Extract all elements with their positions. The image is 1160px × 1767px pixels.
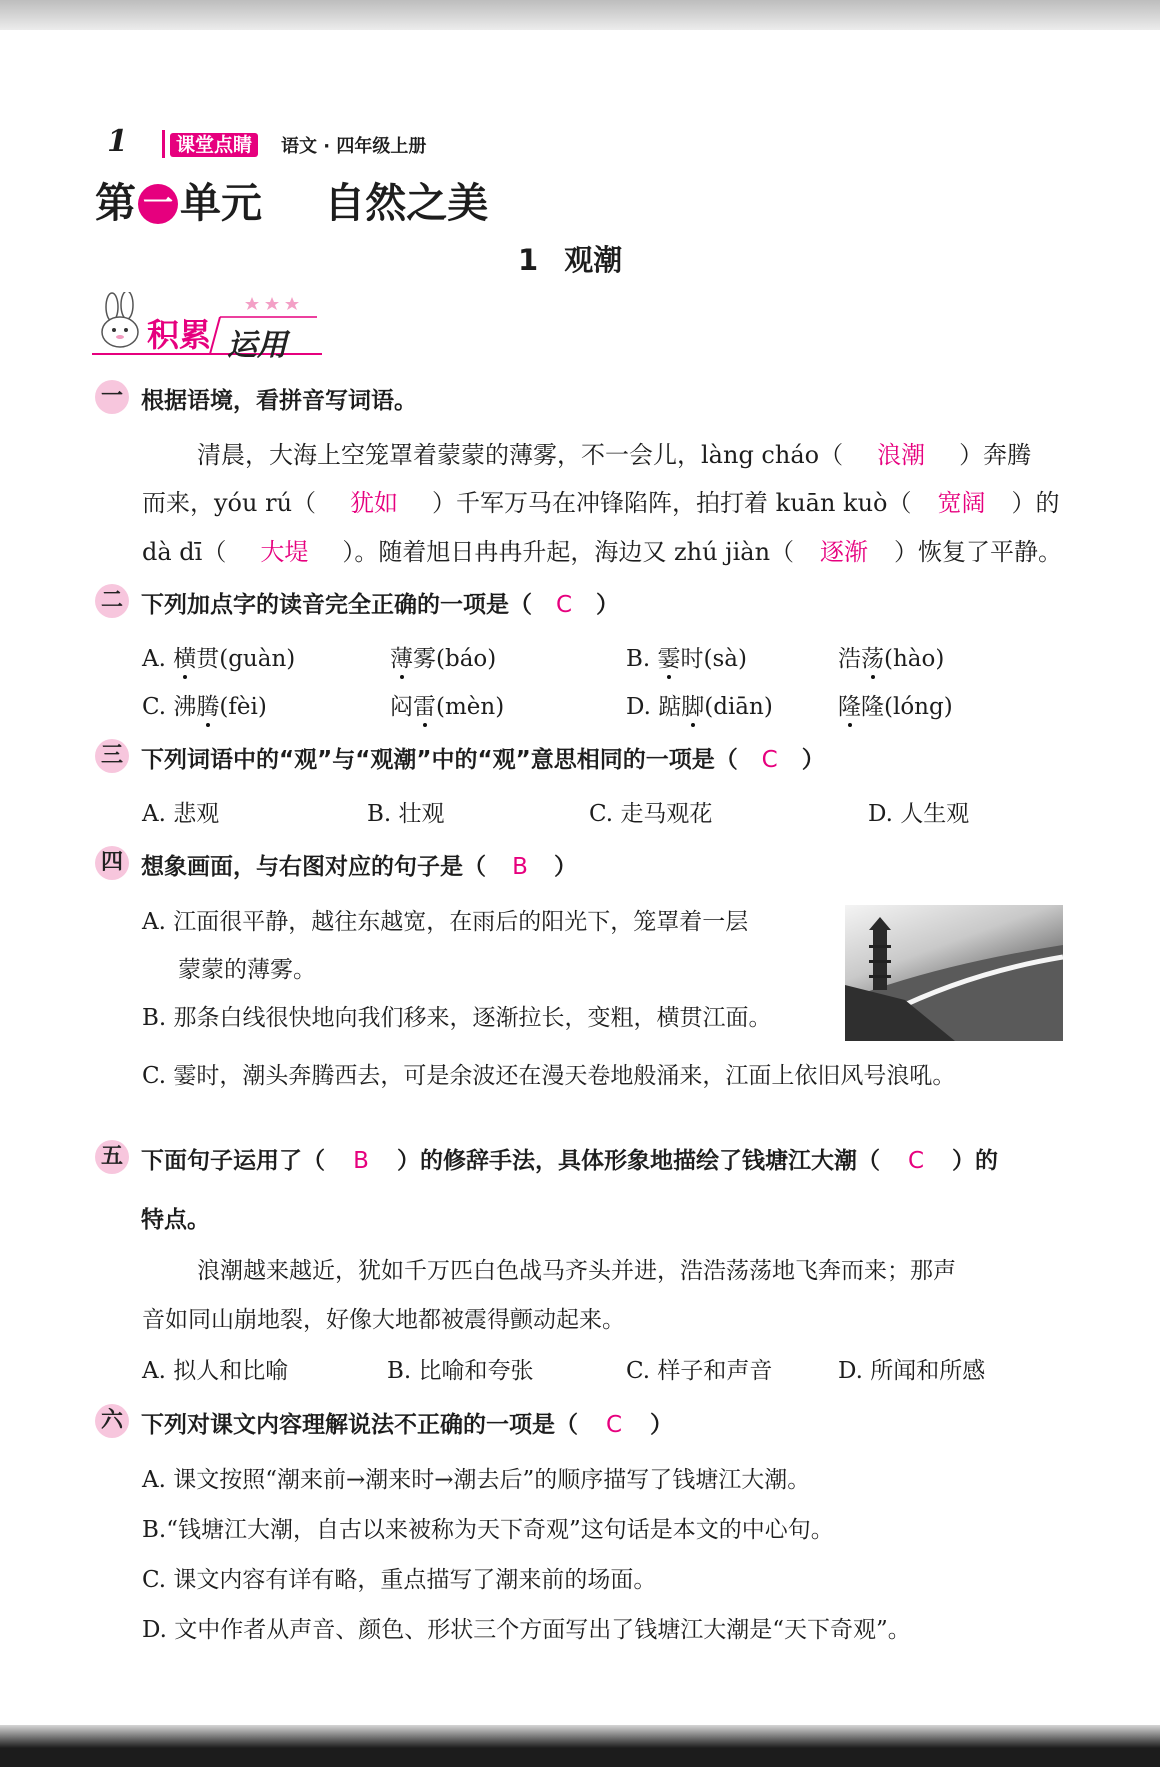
q2-option-a1: A. 横贯(guàn) <box>142 646 296 672</box>
q4-option-a-line1: A. 江面很平静，越往东越宽，在雨后的阳光下，笼罩着一层 <box>142 909 749 935</box>
q3-answer: C <box>761 747 778 773</box>
banner-left: 积累 <box>147 316 212 354</box>
q1-answer-1: 浪潮 <box>877 441 926 469</box>
unit-theme: 自然之美 <box>324 179 489 227</box>
q2-option-d2: 隆隆(lóng) <box>838 694 953 720</box>
banner-right: 运用 <box>227 328 287 363</box>
q4-title: 想象画面，与右图对应的句子是（ B ） <box>141 854 577 880</box>
q1-line3: dà dī（ 大堤 ）。随着旭日冉冉升起，海边又 zhú jiàn（ 逐渐 ）恢复了平静。 <box>142 532 1062 567</box>
q5-option-c: C. 样子和声音 <box>626 1358 773 1384</box>
q5-option-d: D. 所闻和所感 <box>838 1358 986 1384</box>
q2-option-c1: C. 沸腾(fèi) <box>142 694 267 720</box>
q4-option-a-line2: 蒙蒙的薄雾。 <box>178 957 316 983</box>
q5-passage-line2: 音如同山崩地裂，好像大地都被震得颤动起来。 <box>142 1307 625 1333</box>
q4-answer: B <box>512 854 528 880</box>
q2-option-d1: D. 踮脚(diān) <box>626 694 773 720</box>
q3-option-b: B. 壮观 <box>367 801 445 827</box>
q5-passage-line1: 浪潮越来越近，犹如千万匹白色战马齐头并进，浩浩荡荡地飞奔而来；那声 <box>197 1258 956 1284</box>
q6-answer: C <box>605 1412 623 1438</box>
q1-line1: 清晨，大海上空笼罩着蒙蒙的薄雾，不一会儿，làng cháo（ 浪潮 ）奔腾 <box>197 435 1031 470</box>
q1-answer-4: 大堤 <box>260 538 309 566</box>
q4-option-b: B. 那条白线很快地向我们移来，逐渐拉长，变粗，横贯江面。 <box>142 1005 772 1031</box>
q1-answer-5: 逐渐 <box>820 538 869 566</box>
viewer-top-edge <box>0 0 1160 30</box>
q1-title: 根据语境，看拼音写词语。 <box>141 388 417 414</box>
q6-option-c: C. 课文内容有详有略，重点描写了潮来前的场面。 <box>142 1567 657 1593</box>
q6-option-a: A. 课文按照“潮来前→潮来时→潮去后”的顺序描写了钱塘江大潮。 <box>142 1467 811 1493</box>
q3-option-a: A. 悲观 <box>142 801 220 827</box>
q2-title: 下列加点字的读音完全正确的一项是（ C ） <box>141 592 619 618</box>
q2-number: 二 <box>95 584 129 618</box>
q6-title: 下列对课文内容理解说法不正确的一项是（ C ） <box>141 1412 673 1438</box>
q1-number: 一 <box>95 380 129 414</box>
q6-option-b: B.“钱塘江大潮，自古以来被称为天下奇观”这句话是本文的中心句。 <box>142 1517 834 1543</box>
q5-title: 下面句子运用了（ B ）的修辞手法，具体形象地描绘了钱塘江大潮（ C ）的 <box>141 1148 998 1174</box>
header-divider <box>162 130 165 158</box>
q3-title: 下列词语中的“观”与“观潮”中的“观”意思相同的一项是（ C ） <box>141 747 825 773</box>
q3-option-c: C. 走马观花 <box>589 801 713 827</box>
q4-number: 四 <box>95 846 129 880</box>
q5-option-b: B. 比喻和夸张 <box>387 1358 534 1384</box>
lesson-title: 1 观潮 <box>518 243 623 277</box>
header-brand: 课堂点睛 <box>170 130 258 157</box>
q5-answer-2: C <box>907 1148 925 1174</box>
q1-line2: 而来，yóu rú（ 犹如 ）千军万马在冲锋陷阵，拍打着 kuān kuò（ 宽阔 ）的 <box>142 483 1060 518</box>
header-book: 语文 · 四年级上册 <box>281 136 427 157</box>
q5-number: 五 <box>95 1140 129 1174</box>
q3-number: 三 <box>95 739 129 773</box>
worksheet-page <box>0 30 1160 1725</box>
q3-option-d: D. 人生观 <box>868 801 970 827</box>
q2-option-a2: 薄雾(báo) <box>390 646 497 672</box>
q2-option-b1: B. 霎时(sà) <box>626 646 747 672</box>
viewer-bottom-edge <box>0 1725 1160 1767</box>
section-banner <box>92 292 322 372</box>
page-number: 1 <box>107 124 128 159</box>
pagoda-tide-image <box>845 905 1063 1041</box>
q1-answer-2: 犹如 <box>350 489 399 517</box>
q6-option-d: D. 文中作者从声音、颜色、形状三个方面写出了钱塘江大潮是“天下奇观”。 <box>142 1617 911 1643</box>
tide-photo <box>845 905 1063 1041</box>
q5-option-a: A. 拟人和比喻 <box>142 1358 289 1384</box>
q2-answer: C <box>555 592 573 618</box>
q6-number: 六 <box>95 1404 129 1438</box>
q4-option-c: C. 霎时，潮头奔腾西去，可是余波还在漫天卷地般涌来，江面上依旧风号浪吼。 <box>142 1063 956 1089</box>
q2-option-b2: 浩荡(hào) <box>838 646 945 672</box>
unit-title: 第 一 单元 自然之美 <box>95 179 489 227</box>
q5-answer-1: B <box>353 1148 369 1174</box>
q2-option-c2: 闷雷(mèn) <box>390 694 505 720</box>
q5-title-cont: 特点。 <box>141 1207 210 1233</box>
q1-answer-3: 宽阔 <box>937 489 986 517</box>
